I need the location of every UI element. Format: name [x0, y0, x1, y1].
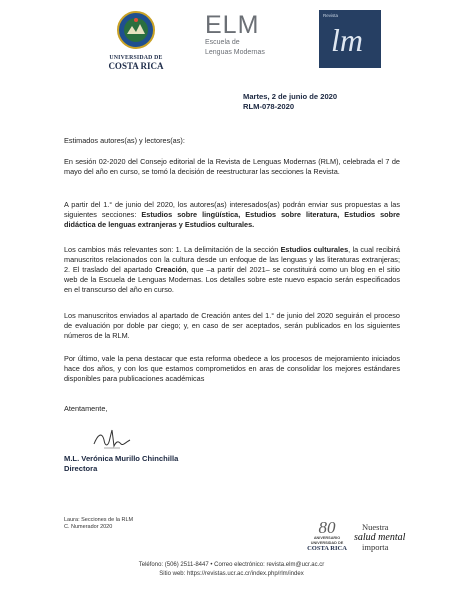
paragraph-2-sections: Estudios sobre lingüística, Estudios sobre literatura, Estudios sobre didáctica de lenguas extranjeras y Estudios culturales. — [64, 210, 400, 229]
elm-logo — [205, 13, 295, 57]
mental-health-badge — [354, 523, 414, 559]
ucr-name-line2: COSTA RICA — [108, 61, 164, 71]
paragraph-3-bold-a: Estudios culturales — [280, 245, 349, 254]
anniversary-line3: COSTA RICA — [307, 545, 347, 552]
cc-block — [64, 517, 133, 531]
paragraph-3-text-a: Los cambios más relevantes son: 1. La delimitación de la sección — [64, 245, 281, 254]
footer-contact: Teléfono: (506) 2511-8447 • Correo electrónico: revista.elm@ucr.ac.cr — [138, 562, 325, 568]
anniversary-line2: UNIVERSIDAD DE — [310, 540, 344, 545]
elm-title: ELM — [205, 11, 260, 39]
paragraph-2 — [64, 200, 400, 230]
anniversary-line1: ANIVERSARIO — [313, 536, 341, 540]
date-block — [243, 92, 337, 112]
paragraph-2-text: A partir del 1.° de junio del 2020, los autores(as) interesados(as) podrán enviar sus propuestas a las siguientes secciones: — [64, 200, 400, 219]
paragraph-4: Los manuscritos enviados al apartado de Creación antes del 1.° de junio del 2020 seguirán el proceso de evaluación por doble par ciego; y, en caso de ser aceptados, serán publicados en los siguientes números de la RLM. — [64, 311, 400, 340]
rlm-logo — [319, 10, 381, 68]
campaign-line3: importa — [362, 542, 389, 552]
rlm-logo-top: Revista — [323, 13, 339, 18]
paragraph-3-text-c: , que –a partir del 2021– se constituirá como un blog en el sitio web de la Escuela de Lenguas Modernas. Los detalles sobre este nuevo espacio serán especificados en el transcurso del año en curso. — [64, 265, 400, 294]
greeting: Estimados autores(as) y lectores(as): — [64, 136, 185, 145]
rlm-logo-mark: lm — [331, 22, 363, 58]
ucr-name-line1: UNIVERSIDAD DE — [109, 55, 163, 61]
signer-name: M.L. Verónica Murillo Chinchilla — [64, 454, 179, 463]
paragraph-3-bold-b: Creación — [155, 265, 187, 274]
paragraph-3-text-b: , la cual recibirá manuscritos relacionados con la cultura desde un enfoque de las lenguas y las literaturas extranjeras; 2. El traslado del apartado — [64, 245, 401, 274]
footer-website: Sitio web: https://revistas.ucr.ac.cr/index.php/rlm/index — [159, 571, 304, 577]
letter-date: Martes, 2 de junio de 2020 — [243, 92, 338, 101]
ucr-seal-icon — [116, 10, 156, 50]
signer-block — [64, 454, 178, 474]
elm-subtitle-line1: Escuela de — [205, 39, 240, 46]
ucr-logo — [100, 10, 172, 71]
paragraph-3 — [64, 245, 400, 295]
closing: Atentamente, — [64, 404, 108, 413]
cc-line-1: Laura: Secciones de la RLM — [64, 517, 134, 523]
paragraph-5: Por último, vale la pena destacar que esta reforma obedece a los procesos de mejoramiento iniciados hace dos años, y con los que estamos comprometidos en aras de consolidar los mejores estándares disponibles para publicaciones académicas — [64, 354, 400, 383]
anniversary-number: 80 — [318, 518, 336, 537]
paragraph-1: En sesión 02-2020 del Consejo editorial de la Revista de Lenguas Modernas (RLM), celebrada el 7 de mayo del año en curso, se tomó la decisión de reestructurar las secciones la Revista. — [64, 157, 400, 176]
signer-role: Directora — [64, 464, 98, 473]
cc-line-2: C. Numerador 2020 — [64, 524, 113, 530]
elm-subtitle-line2: Lenguas Modernas — [205, 49, 265, 56]
campaign-line2: salud mental — [354, 532, 406, 543]
signature-icon — [90, 424, 136, 454]
letter-reference: RLM-078-2020 — [243, 102, 295, 111]
campaign-line1: Nuestra — [362, 522, 389, 532]
anniversary-badge — [303, 520, 351, 558]
